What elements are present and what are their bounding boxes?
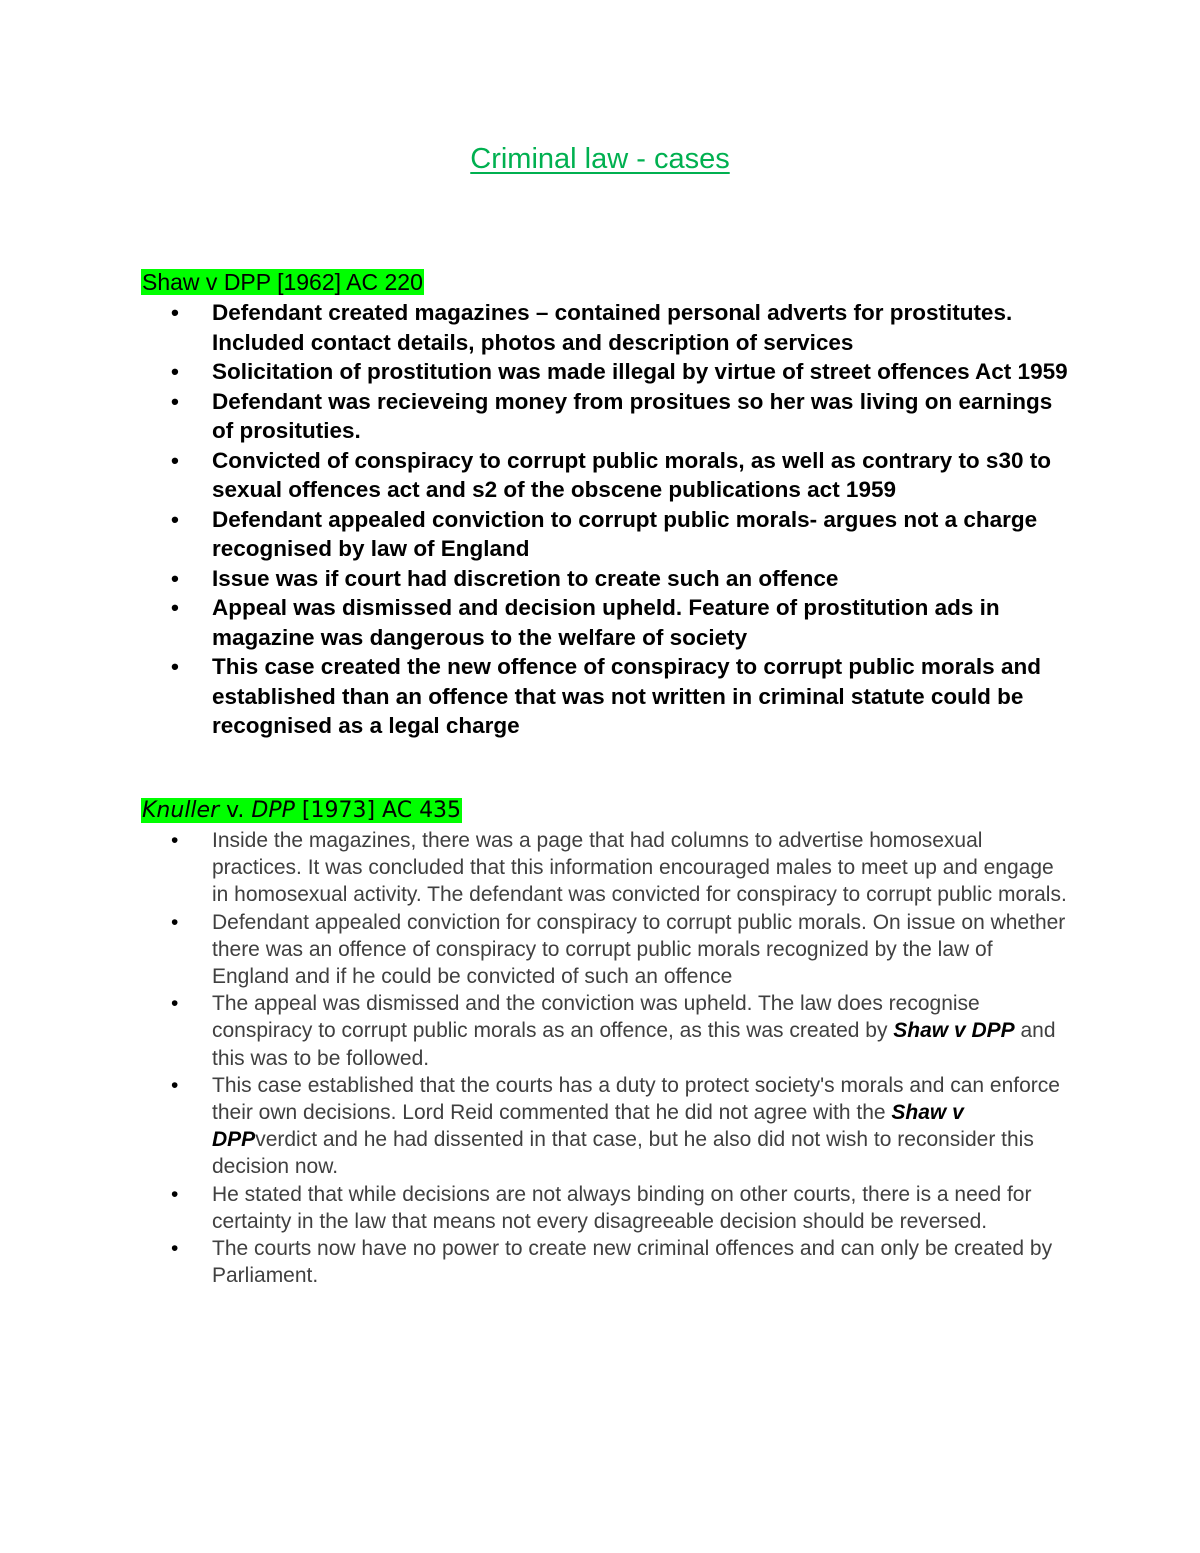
list-item <box>168 357 1073 387</box>
list-item <box>168 909 1073 991</box>
bullet-icon: • <box>171 992 179 1016</box>
list-item <box>168 564 1073 594</box>
case-heading-highlight <box>141 798 462 823</box>
list-item <box>168 505 1073 564</box>
list-item <box>168 990 1073 1072</box>
list-item-text: verdict and he had dissented in that case, but he also did not wish to reconsider this decision now. <box>212 1128 1034 1179</box>
case-party-name: Knuller <box>142 798 220 823</box>
bullet-icon: • <box>171 388 179 414</box>
bullet-icon: • <box>171 654 179 679</box>
list-item-text: The appeal was dismissed and the conviction was upheld. The law does recognise conspiracy to corrupt public morals as an offence, as this was created by <box>212 992 980 1043</box>
list-item <box>168 387 1073 446</box>
list-item-text: Issue was if court had discretion to create such an offence <box>212 565 839 591</box>
list-item <box>168 1181 1073 1235</box>
list-item-text: This case created the new offence of conspiracy to corrupt public morals and established than an offence that was not written in criminal statute could be recognised as a legal charge <box>212 654 1041 738</box>
case-heading-highlight: Shaw v DPP [1962] AC 220 <box>142 269 423 295</box>
list-item <box>168 652 1073 741</box>
bullet-icon: • <box>171 1182 179 1206</box>
bullet-icon: • <box>171 565 179 591</box>
list-item-text: He stated that while decisions are not always binding on other courts, there is a need for certainty in the law that means not every disagreeable decision should be reversed. <box>212 1182 1032 1233</box>
case-reference: Shaw v DPP <box>212 1101 964 1152</box>
bullet-icon: • <box>171 1073 179 1097</box>
list-item-text: Defendant appealed conviction for conspiracy to corrupt public morals. On issue on whether there was an offence of conspiracy to corrupt public morals recognized by the law of England and if he could be convicted of such an offence <box>212 910 1066 989</box>
case-points-knuller <box>168 827 1073 1289</box>
case-reference: Shaw v DPP <box>893 1019 1015 1043</box>
bullet-icon: • <box>171 447 179 473</box>
case-heading-shaw <box>141 268 424 297</box>
list-item-text: The courts now have no power to create new criminal offences and can only be created by Parliament. <box>212 1237 1053 1288</box>
list-item-text: Solicitation of prostitution was made illegal by virtue of street offences Act 1959 <box>212 359 1068 384</box>
list-item-text: Appeal was dismissed and decision upheld. Feature of prostitution ads in magazine was dangerous to the welfare of society <box>212 595 1000 650</box>
list-item <box>168 446 1073 505</box>
list-item <box>168 298 1073 357</box>
case-points-shaw <box>168 298 1073 741</box>
bullet-icon: • <box>171 359 179 384</box>
bullet-icon: • <box>171 300 179 325</box>
list-item-text: Defendant created magazines – contained personal adverts for prostitutes. Included contact details, photos and description of services <box>212 300 1013 355</box>
list-item <box>168 1235 1073 1289</box>
list-item <box>168 1072 1073 1181</box>
bullet-icon: • <box>171 1237 179 1261</box>
list-item <box>168 827 1073 909</box>
bullet-icon: • <box>171 910 179 934</box>
list-item-text: and this was to be followed. <box>212 1019 1056 1070</box>
bullet-icon: • <box>171 829 179 852</box>
list-item-text: Inside the magazines, there was a page that had columns to advertise homosexual practices. It was concluded that this information encouraged males to meet up and engage in homosexual activity. The defendant was convicted for conspiracy to corrupt public morals. <box>212 829 1067 907</box>
case-versus: v. <box>219 798 252 823</box>
list-item <box>168 593 1073 652</box>
list-item-text: Convicted of conspiracy to corrupt public morals, as well as contrary to s30 to sexual offences act and s2 of the obscene publications act 1959 <box>212 447 1051 502</box>
bullet-icon: • <box>171 506 179 532</box>
case-party-name: DPP <box>251 798 295 823</box>
bullet-icon: • <box>171 595 179 620</box>
case-citation: [1973] AC 435 <box>294 798 462 823</box>
page-title: Criminal law - cases <box>470 143 730 175</box>
case-heading-knuller <box>141 796 462 825</box>
list-item-text: This case established that the courts has a duty to protect society's morals and can enforce their own decisions. Lord Reid commented that he did not agree with the <box>212 1073 1060 1125</box>
list-item-text: Defendant appealed conviction to corrupt public morals- argues not a charge recognised by law of England <box>212 506 1038 561</box>
list-item-text: Defendant was recieveing money from prositues so her was living on earnings of prosituties. <box>212 388 1053 443</box>
